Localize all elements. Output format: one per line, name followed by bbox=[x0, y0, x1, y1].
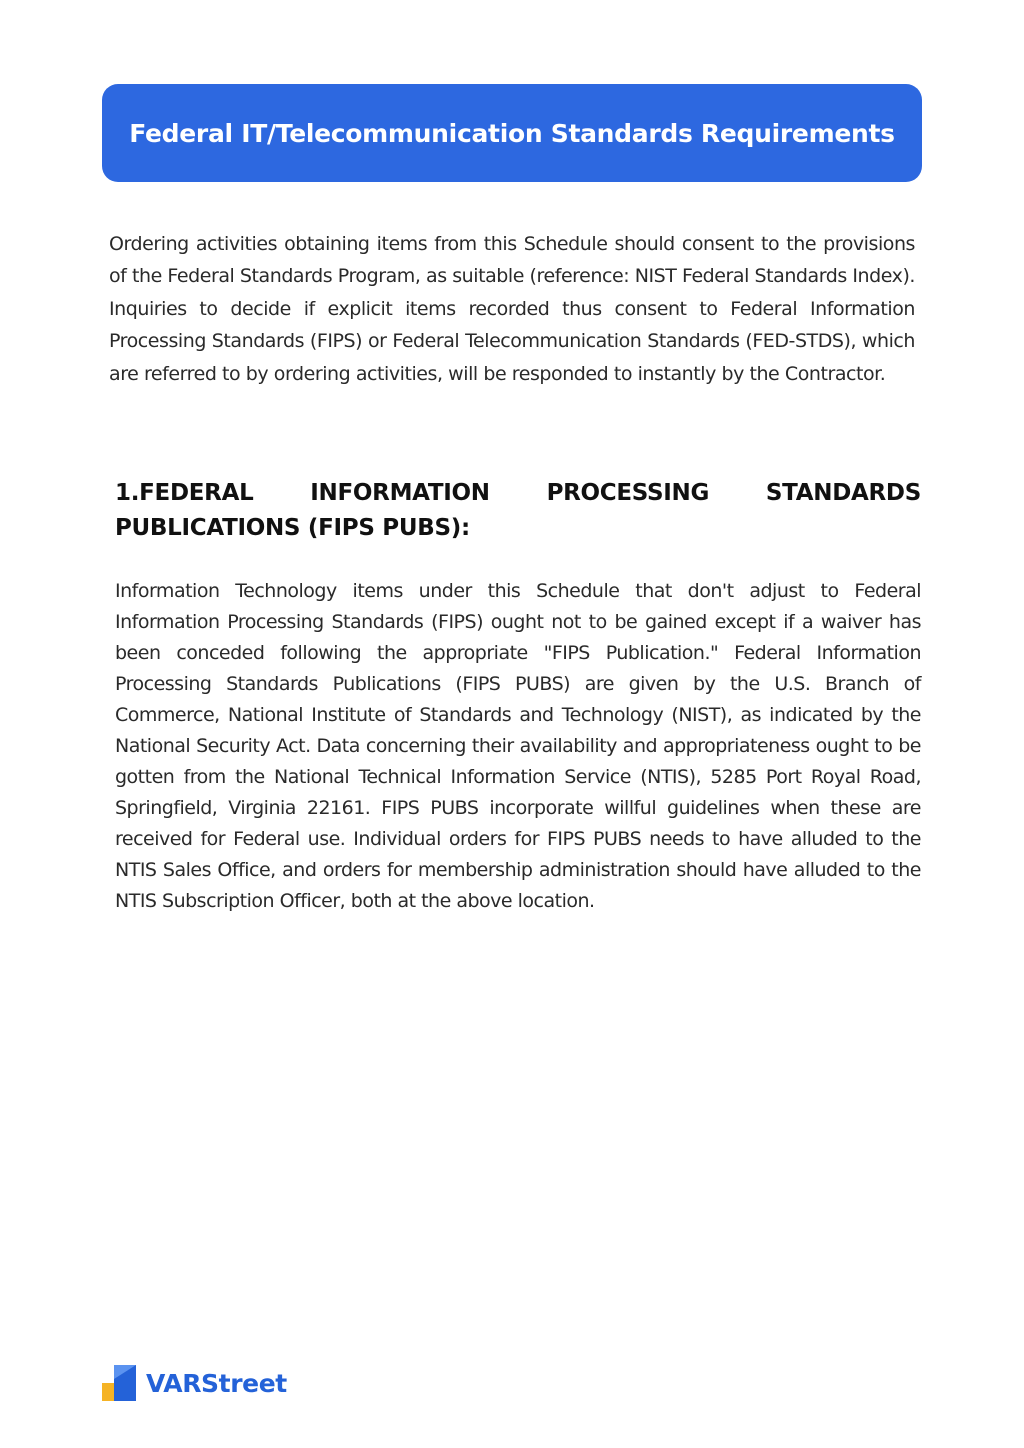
page-title: Federal IT/Telecommunication Standards Requirements bbox=[129, 118, 895, 148]
section-heading-line-1: 1.FEDERAL INFORMATION PROCESSING STANDARDS bbox=[115, 480, 921, 506]
section-heading bbox=[115, 476, 921, 546]
section-body-paragraph: Information Technology items under this Schedule that don't adjust to Federal Information Processing Standards (FIPS) ought not to be gained except if a waiver has been conceded following the appropriate "FIPS Publication." Federal Information Processing Standards Publications (FIPS PUBS) are given by the U.S. Branch of Commerce, National Institute of Standards and Technology (NIST), as indicated by the National Security Act. Data concerning their availability and appropriateness ought to be gotten from the National Technical Information Service (NTIS), 5285 Port Royal Road, Springfield, Virginia 22161. FIPS PUBS incorporate willful guidelines when these are received for Federal use. Individual orders for FIPS PUBS needs to have alluded to the NTIS Sales Office, and orders for membership administration should have alluded to the NTIS Subscription Officer, both at the above location. bbox=[115, 580, 921, 912]
section-heading-line-2: PUBLICATIONS (FIPS PUBS): bbox=[115, 515, 470, 541]
logo-text: VARStreet bbox=[146, 1368, 287, 1398]
varstreet-logo bbox=[102, 1365, 287, 1401]
title-banner bbox=[102, 84, 922, 182]
intro-paragraph: Ordering activities obtaining items from this Schedule should consent to the provisions of the Federal Standards Program, as suitable (reference: NIST Federal Standards Index). Inquiries to decide if explicit items recorded thus consent to Federal Information Processing Standards (FIPS) or Federal Telecommunication Standards (FED-STDS), which are referred to by ordering activities, will be responded to instantly by the Contractor. bbox=[109, 233, 915, 385]
varstreet-logo-icon bbox=[102, 1365, 136, 1401]
